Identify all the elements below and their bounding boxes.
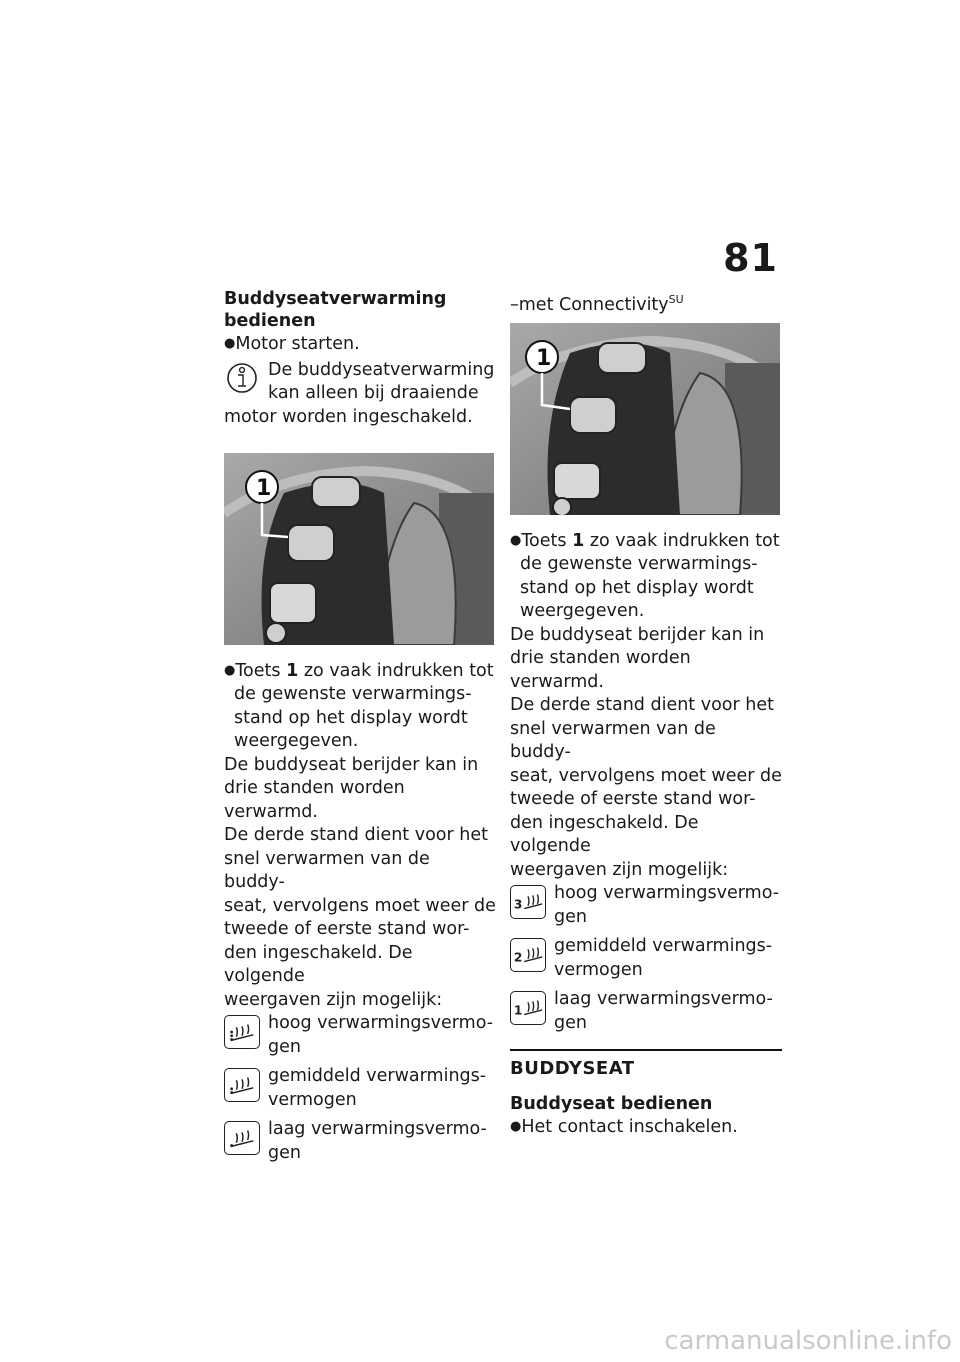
left-column: Buddyseatverwarming bedienen ●Motor starten. De buddyseatverwarming kan alleen bij draaiende motor worden ingeschakeld. 1 ●Toets 1 zo vaak indrukken tot de gewenste verwarmings- stand op het display wordt weergegeven. De buddyseat berijder kan in drie standen worden verwarmd. De derde stand dient voor het snel verwarmen van de buddy- seat, vervolgens moet weer de tweede of eerste stand wor- den ingeschakeld. De volgende weergaven zijn mogelijk: hoog verwarmingsvermo- gen gemiddeld verwarmings- vermogen laag verwarmingsvermo- gen xyxy=(224,288,496,1165)
step-press-button: ●Toets 1 zo vaak indrukken tot xyxy=(510,530,780,551)
legend-medium: gemiddeld verwarmings- vermogen xyxy=(224,1065,496,1112)
bullet-start-engine: ●Motor starten. xyxy=(224,334,360,354)
heading: Buddyseatverwarming bedienen xyxy=(224,289,447,331)
watermark: carmanualsonline.info xyxy=(664,1326,952,1356)
bullet-contact: ●Het contact inschakelen. xyxy=(510,1116,738,1137)
photo-callout: 1 xyxy=(536,346,552,372)
seat-heat-low-icon xyxy=(224,1121,260,1155)
legend-low: laag verwarmingsvermo- gen xyxy=(224,1118,496,1165)
legend-level-2: 2 gemiddeld verwarmings- vermogen xyxy=(510,935,782,982)
page-number: 81 xyxy=(723,236,778,280)
legend-high: hoog verwarmingsvermo- gen xyxy=(224,1012,496,1059)
right-column: –met Connectivity$^{SU}$ 1 ●Toets 1 zo vaak indrukken tot de gewenste verwarmings- stand op het display wordt weergegeven. De buddyseat berijder kan in drie standen worden verwarmd. De derde stand dient voor het snel verwarmen van de buddy- seat, vervolgens moet weer de tweede of eerste stand wor- den ingeschakeld. De volgende weergaven zijn mogelijk: 3 hoog verwarmingsvermo- gen 2 gemiddeld verwarmings- vermogen 1 laag verwarmingsvermo- gen BUDDYSEAT Buddyseat bedienen ●Het contact inschakelen. xyxy=(510,288,782,1139)
info-icon xyxy=(226,361,258,395)
info-note: De buddyseatverwarming kan alleen bij draaiende motor worden ingeschakeld. xyxy=(224,359,495,427)
handlebar-switch-photo xyxy=(224,453,494,645)
legend-level-3: 3 hoog verwarmingsvermo- gen xyxy=(510,882,782,929)
svg-text:1: 1 xyxy=(513,1003,523,1018)
seat-heat-level-1-icon xyxy=(510,991,546,1025)
variant-label: –met Connectivity$^{SU}$ xyxy=(510,293,684,315)
seat-heat-level-2-icon xyxy=(510,938,546,972)
legend-level-1: 1 laag verwarmingsvermo- gen xyxy=(510,988,782,1035)
section-title: BUDDYSEAT xyxy=(510,1058,635,1080)
seat-heat-high-icon xyxy=(224,1015,260,1049)
handlebar-switch-connectivity-photo xyxy=(510,323,780,515)
photo-callout: 1 xyxy=(256,476,272,501)
seat-heat-medium-icon xyxy=(224,1068,260,1102)
body-text: De buddyseat berijder kan in drie standen worden verwarmd. De derde stand dient voor het snel verwarmen van de buddy- seat, vervolgens moet weer de tweede of eerste stand wor- den ingeschakeld. De volgende weergaven zijn mogelijk: xyxy=(510,624,782,880)
section-divider xyxy=(510,1049,782,1051)
svg-text:2: 2 xyxy=(513,950,523,965)
body-text: De buddyseat berijder kan in drie standen worden verwarmd. De derde stand dient voor het snel verwarmen van de buddy- seat, vervolgens moet weer de tweede of eerste stand wor- den ingeschakeld. De volgende weergaven zijn mogelijk: xyxy=(224,754,496,1010)
svg-text:3: 3 xyxy=(513,897,523,912)
seat-heat-level-3-icon xyxy=(510,885,546,919)
step-press-button: ●Toets 1 zo vaak indrukken tot xyxy=(224,660,494,681)
sub-heading: Buddyseat bedienen xyxy=(510,1093,713,1114)
